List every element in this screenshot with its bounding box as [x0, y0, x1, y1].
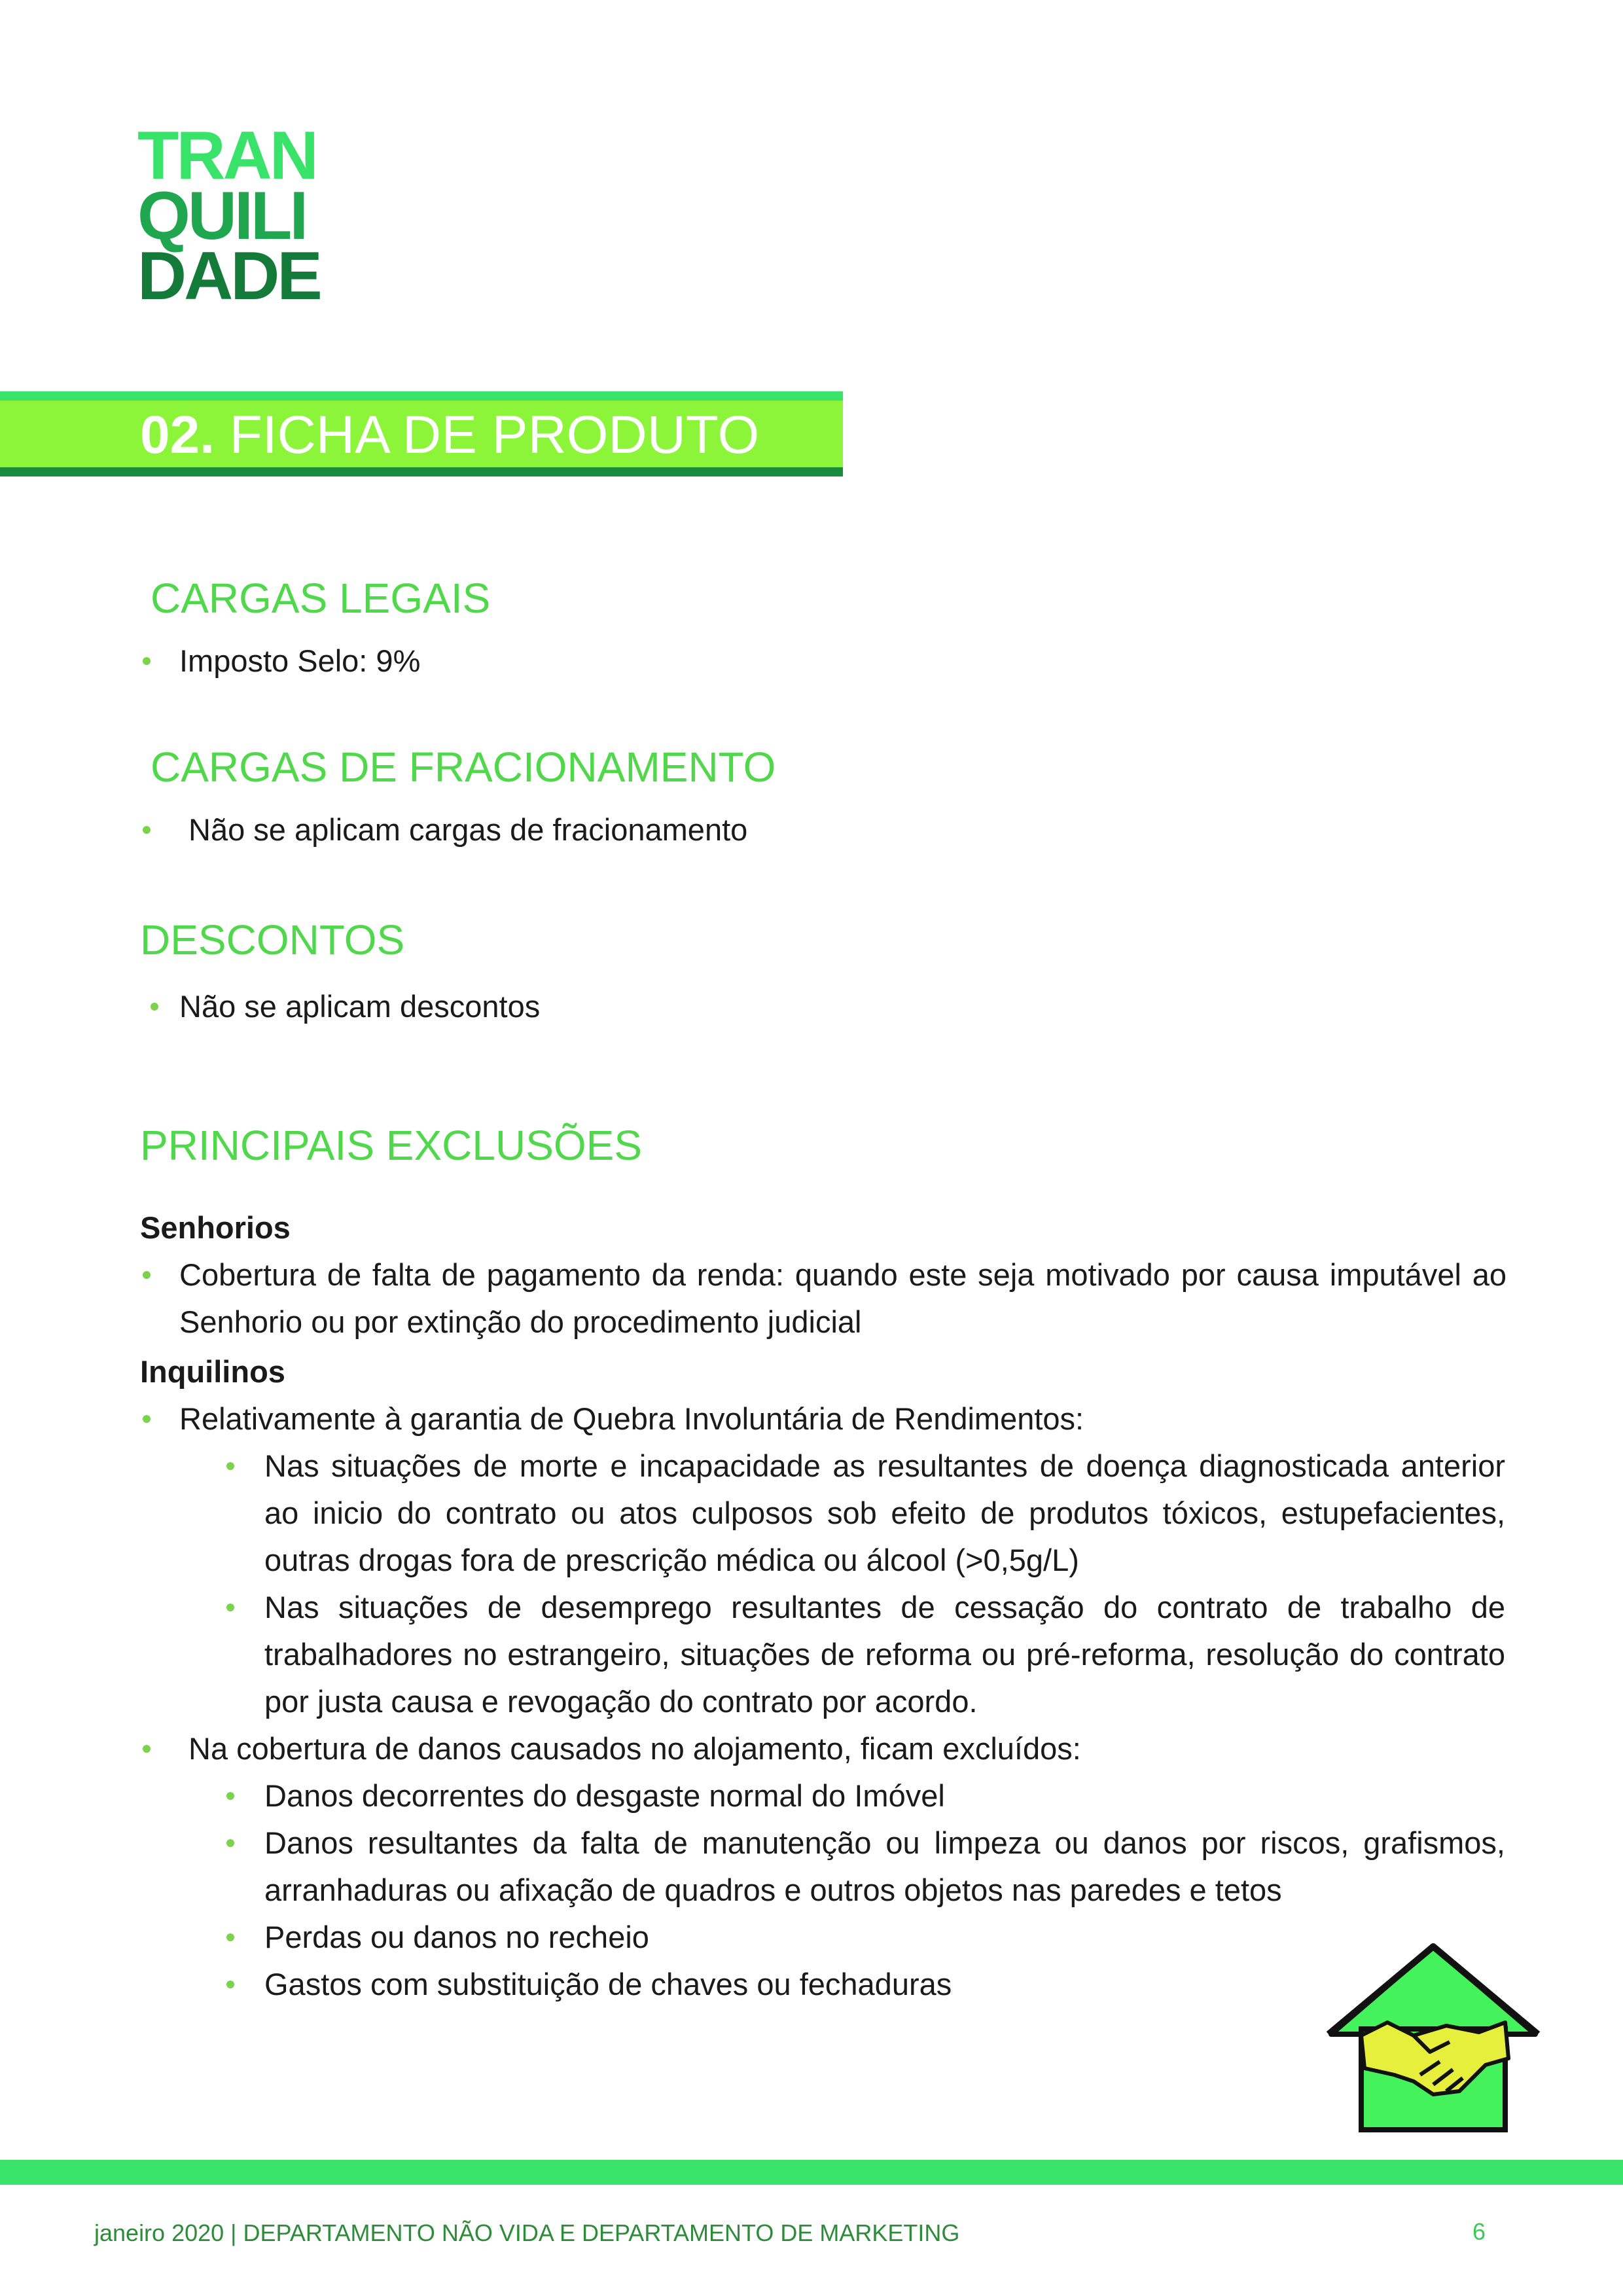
inquilinos-item-1: Relativamente à garantia de Quebra Involuntária de Rendimentos:	[179, 1401, 1084, 1436]
bullet	[226, 1604, 234, 1611]
bullet	[226, 1462, 234, 1470]
bullet	[226, 1933, 234, 1941]
heading-cargas-fracionamento: CARGAS DE FRACIONAMENTO	[151, 744, 776, 791]
inquilinos-sub-item: Danos decorrentes do desgaste normal do Imóvel	[264, 1778, 945, 1813]
section-number: 02.	[140, 405, 215, 465]
bullet	[226, 1792, 234, 1800]
logo-line-1: TRAN	[137, 118, 316, 194]
inquilinos-sub-item: Perdas ou danos no recheio	[264, 1920, 649, 1954]
bullet	[143, 826, 151, 834]
cargas-fracionamento-item: Não se aplicam cargas de fracionamento	[188, 812, 748, 847]
bullet	[143, 1745, 151, 1753]
inquilinos-sub-item	[264, 1820, 1505, 1914]
bullet	[226, 1981, 234, 1988]
senhorios-item-text: Cobertura de falta de pagamento da renda: quando este seja motivado por causa imputável ao Senhorio ou por extinção do procedimento judicial	[179, 1257, 1507, 1339]
inquilinos-sub-item-text: Nas situações de morte e incapacidade as resultantes de doença diagnosticada anterior ao inicio do contrato ou atos culposos sob efeito de produtos tóxicos, estupefacientes, outras drogas fora de prescrição médica ou álcool (>0,5g/L)	[264, 1448, 1505, 1577]
inquilinos-sub-item-text: Nas situações de desemprego resultantes de cessação do contrato de trabalho de trabalhadores no estrangeiro, situações de reforma ou pré-reforma, resolução do contrato por justa causa e revogação do contrato por acordo.	[264, 1590, 1505, 1719]
inquilinos-sub-item: Gastos com substituição de chaves ou fechaduras	[264, 1967, 952, 2001]
house-handshake-icon	[1322, 1937, 1544, 2140]
descontos-item: Não se aplicam descontos	[179, 989, 541, 1024]
section-banner	[0, 391, 843, 476]
logo-line-2: QUILI	[137, 178, 306, 254]
inquilinos-sub-item-text: Danos resultantes da falta de manutenção ou limpeza ou danos por riscos, grafismos, arranhaduras ou afixação de quadros e outros objetos nas paredes e tetos	[264, 1825, 1505, 1907]
bullet	[143, 1415, 151, 1423]
inquilinos-label: Inquilinos	[140, 1354, 285, 1389]
senhorios-item	[179, 1251, 1507, 1346]
footer-bar	[0, 2160, 1623, 2185]
senhorios-label: Senhorios	[140, 1210, 291, 1245]
bullet	[143, 1271, 151, 1279]
inquilinos-item-2: Na cobertura de danos causados no alojamento, ficam excluídos:	[188, 1731, 1081, 1766]
cargas-legais-item: Imposto Selo: 9%	[179, 643, 421, 678]
section-title-text: FICHA DE PRODUTO	[229, 405, 760, 465]
bullet	[151, 1003, 158, 1011]
inquilinos-sub-item	[264, 1584, 1505, 1725]
heading-principais-exclusoes: PRINCIPAIS EXCLUSÕES	[140, 1122, 643, 1169]
banner-top-strip	[0, 391, 843, 401]
bullet	[143, 657, 151, 665]
logo-line-3: DADE	[137, 238, 320, 314]
bullet	[226, 1839, 234, 1847]
company-logo	[137, 118, 320, 314]
inquilinos-sub-item	[264, 1443, 1505, 1584]
page-number: 6	[1472, 2218, 1486, 2245]
heading-descontos: DESCONTOS	[140, 916, 405, 963]
footer-text: janeiro 2020 | DEPARTAMENTO NÃO VIDA E DEPARTAMENTO DE MARKETING	[94, 2219, 960, 2246]
section-title	[140, 406, 759, 465]
heading-cargas-legais: CARGAS LEGAIS	[151, 575, 491, 622]
banner-bottom-strip	[0, 467, 843, 476]
